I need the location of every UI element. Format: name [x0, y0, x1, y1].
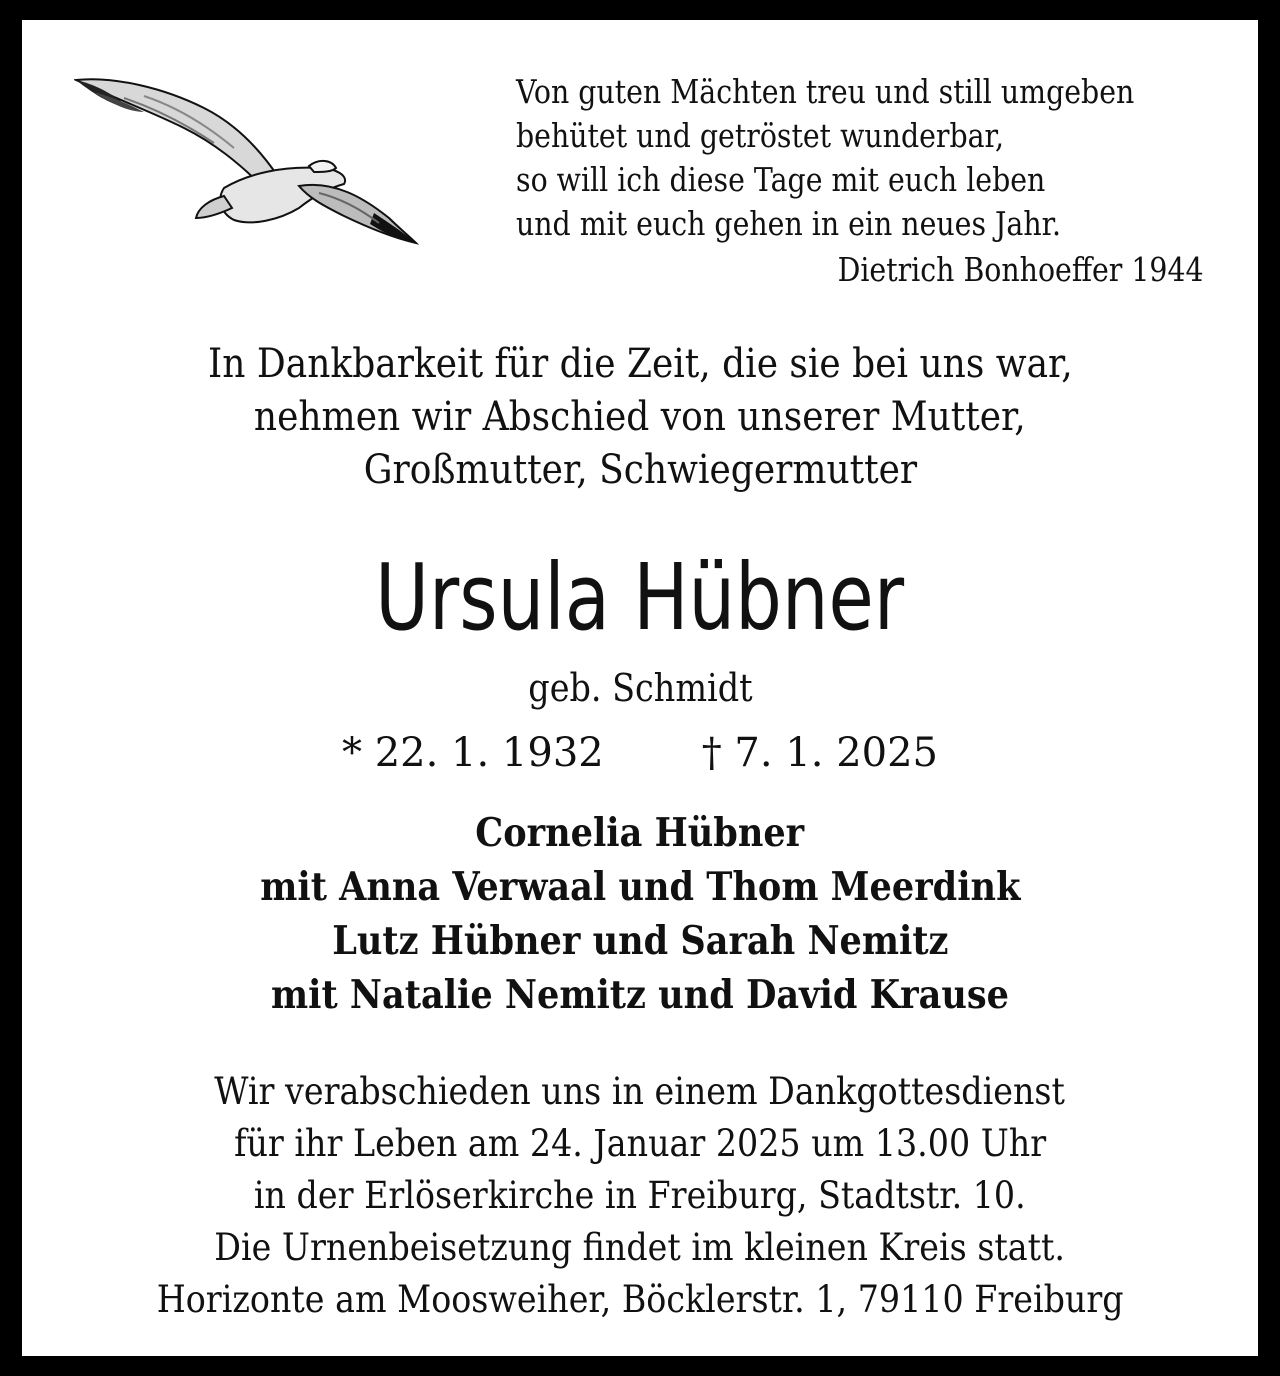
birth-name	[22, 664, 1258, 712]
service-line	[22, 1222, 1258, 1274]
service-line-text: für ihr Leben am 24. Januar 2025 um 13.00 Uhr	[233, 1122, 1047, 1165]
deceased-name-text: Ursula Hübner	[375, 544, 905, 651]
intro-text	[22, 338, 1258, 497]
family-line-text: mit Natalie Nemitz und David Krause	[271, 972, 1009, 1018]
service-line	[22, 1274, 1258, 1326]
quote-author-text: Dietrich Bonhoeffer 1944	[837, 250, 1204, 289]
intro-line-text: Großmutter, Schwiegermutter	[363, 447, 917, 493]
service-line	[22, 1118, 1258, 1170]
life-dates	[22, 727, 1258, 779]
family-line-text: Cornelia Hübner	[475, 810, 805, 856]
intro-line	[22, 391, 1258, 444]
service-line-text: Wir verabschieden uns in einem Dankgottesdienst	[214, 1070, 1066, 1113]
quote-line: so will ich diese Tage mit euch leben	[516, 160, 1046, 199]
service-info	[22, 1066, 1258, 1326]
service-line	[22, 1066, 1258, 1118]
family-line	[22, 968, 1258, 1022]
birth-name-text: geb. Schmidt	[527, 666, 753, 710]
service-line-text: Horizonte am Moosweiher, Böcklerstr. 1, 79110 Freiburg	[156, 1278, 1124, 1321]
family-line	[22, 860, 1258, 914]
quote-author	[22, 248, 1204, 292]
quote-line: Von guten Mächten treu und still umgeben	[516, 72, 1135, 111]
family-line	[22, 914, 1258, 968]
intro-line-text: In Dankbarkeit für die Zeit, die sie bei uns war,	[207, 341, 1073, 387]
family-line	[22, 806, 1258, 860]
birth-date: * 22. 1. 1932	[342, 730, 604, 776]
service-line	[22, 1170, 1258, 1222]
seagull-icon	[74, 68, 424, 248]
death-date: † 7. 1. 2025	[701, 730, 938, 776]
quote-line: behütet und getröstet wunderbar,	[516, 116, 1005, 155]
deceased-name	[22, 544, 1258, 651]
intro-line-text: nehmen wir Abschied von unserer Mutter,	[254, 394, 1026, 440]
intro-line	[22, 444, 1258, 497]
service-line-text: in der Erlöserkirche in Freiburg, Stadtstr. 10.	[254, 1174, 1026, 1217]
obituary-notice	[22, 20, 1258, 1356]
family-line-text: mit Anna Verwaal und Thom Meerdink	[259, 864, 1021, 910]
quote-line: und mit euch gehen in ein neues Jahr.	[516, 204, 1062, 243]
service-line-text: Die Urnenbeisetzung findet im kleinen Kreis statt.	[214, 1226, 1066, 1269]
bonhoeffer-quote	[516, 70, 1135, 246]
family-signatures	[22, 806, 1258, 1022]
intro-line	[22, 338, 1258, 391]
family-line-text: Lutz Hübner und Sarah Nemitz	[331, 918, 949, 964]
